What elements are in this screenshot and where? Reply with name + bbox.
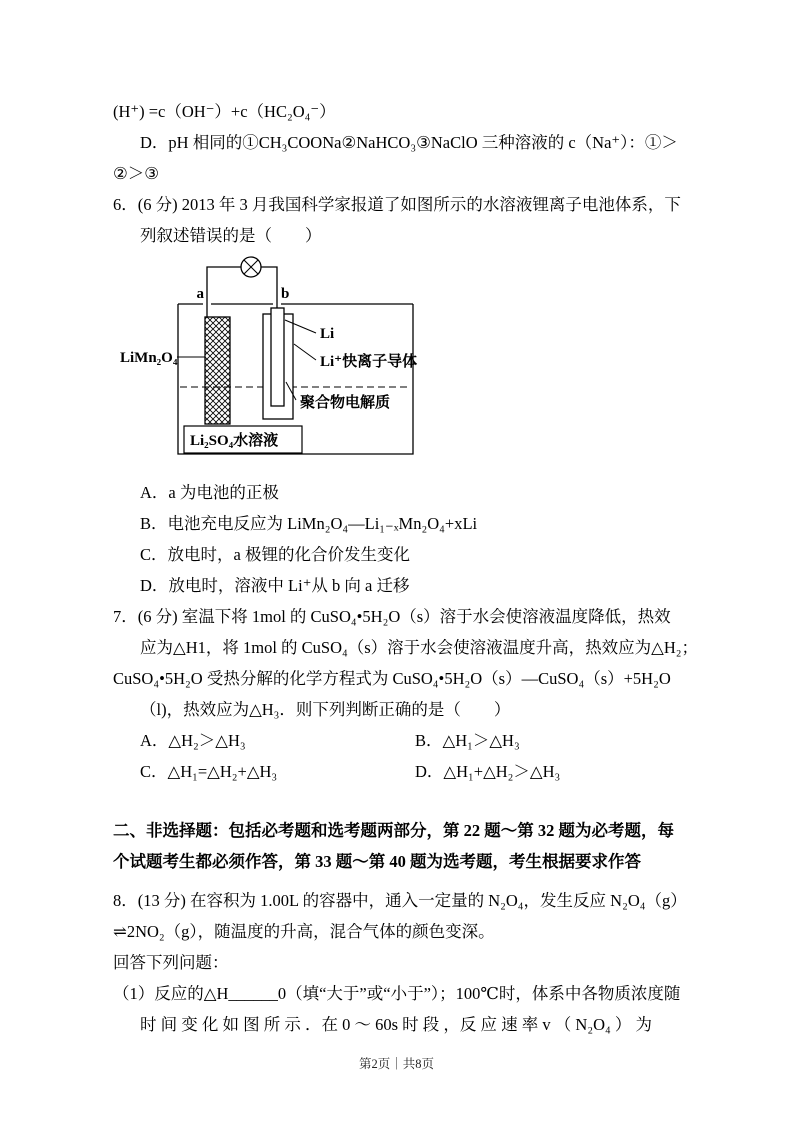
q6-option-c: C．放电时，a 极锂的化合价发生变化 xyxy=(140,545,410,564)
q7-stem-line3: CuSO₄•5H₂O 受热分解的化学方程式为 CuSO₄•5H₂O（s）—CuSO₄（s）+5H₂O xyxy=(113,669,671,688)
q8-part1-line1: （1）反应的△H______0（填“大于”或“小于”）；100℃时，体系中各物质浓度随 xyxy=(113,984,681,1003)
terminal-a-label: a xyxy=(196,286,204,302)
q7-option-b: B．△H₁＞△H₃ xyxy=(415,731,520,750)
q7-option-d: D．△H₁+△H₂＞△H₃ xyxy=(415,762,561,781)
page-footer: 第2页｜共8页 xyxy=(358,1057,434,1071)
li2so4-solution-label: Li₂SO₄水溶液 xyxy=(190,433,279,449)
battery-cell-diagram xyxy=(120,254,450,466)
q6-stem-line2: 列叙述错误的是（ ） xyxy=(140,226,322,245)
q6-option-a: A．a 为电池的正极 xyxy=(140,483,279,502)
section2-heading-line2: 个试题考生都必须作答，第 33 题～第 40 题为选考题，考生根据要求作答 xyxy=(113,852,641,871)
lithium-electrode xyxy=(271,308,284,406)
solution-label-box xyxy=(184,426,302,453)
q5-option-d-line2: ②＞③ xyxy=(113,164,160,183)
q8-stem-line1: 8．(13 分) 在容积为 1.00L 的容器中，通入一定量的 N₂O₄，发生反应 N₂O₄（g） xyxy=(113,891,687,910)
q7-stem-line2: 应为△H1，将 1mol 的 CuSO₄（s）溶于水会使溶液温度升高，热效应为△H₂； xyxy=(140,638,699,657)
q8-prompt: 回答下列问题： xyxy=(113,953,229,972)
q7-options-row1 xyxy=(113,725,703,756)
q6-stem-line1: 6．(6 分) 2013 年 3 月我国科学家报道了如图所示的水溶液锂离子电池体系，下 xyxy=(113,195,681,214)
leader-lines xyxy=(177,320,316,400)
equation-fragment: (H⁺) =c（OH⁻）+c（HC₂O₄⁻） xyxy=(113,102,336,121)
q7-option-c: C．△H₁=△H₂+△H₃ xyxy=(140,762,278,781)
limn2o4-label: LiMn₂O₄ xyxy=(120,350,178,366)
q8-stem-line2: ⇌2NO₂（g），随温度的升高，混合气体的颜色变深。 xyxy=(113,922,495,941)
lamp-icon xyxy=(241,257,261,277)
circuit-wires xyxy=(207,267,277,317)
li-ion-conductor-label: Li⁺快离子导体 xyxy=(320,354,418,370)
q6-option-d: D．放电时，溶液中 Li⁺从 b 向 a 迁移 xyxy=(140,576,410,595)
terminal-b-label: b xyxy=(281,286,290,302)
q7-option-a: A．△H₂＞△H₃ xyxy=(140,731,246,750)
q8-part1-line2: 时 间 变 化 如 图 所 示 ．在 0 ～ 60s 时 段 ，反 应 速 率 v （ N₂O₄ ） 为 xyxy=(140,1015,653,1034)
q7-stem-line1: 7．(6 分) 室温下将 1mol 的 CuSO₄•5H₂O（s）溶于水会使溶液温度降低，热效 xyxy=(113,607,671,626)
q7-stem-line4: （l)，热效应为△H₃．则下列判断正确的是（ ） xyxy=(140,700,511,719)
battery-diagram-container xyxy=(120,254,703,471)
polymer-electrolyte-label: 聚合物电解质 xyxy=(300,395,391,411)
q7-options-row2 xyxy=(113,756,703,787)
q5-option-d-line1: D．pH 相同的①CH₃COONa②NaHCO₃③NaClO 三种溶液的 c（Na⁺）：①＞ xyxy=(140,133,678,152)
li-label: Li xyxy=(320,326,335,342)
q6-option-b: B．电池充电反应为 LiMn₂O₄—Li₁₋ₓMn₂O₄+xLi xyxy=(140,514,478,533)
limn2o4-electrode xyxy=(205,317,230,424)
section2-heading-line1: 二、非选择题：包括必考题和选考题两部分，第 22 题～第 32 题为必考题，每 xyxy=(113,821,674,840)
